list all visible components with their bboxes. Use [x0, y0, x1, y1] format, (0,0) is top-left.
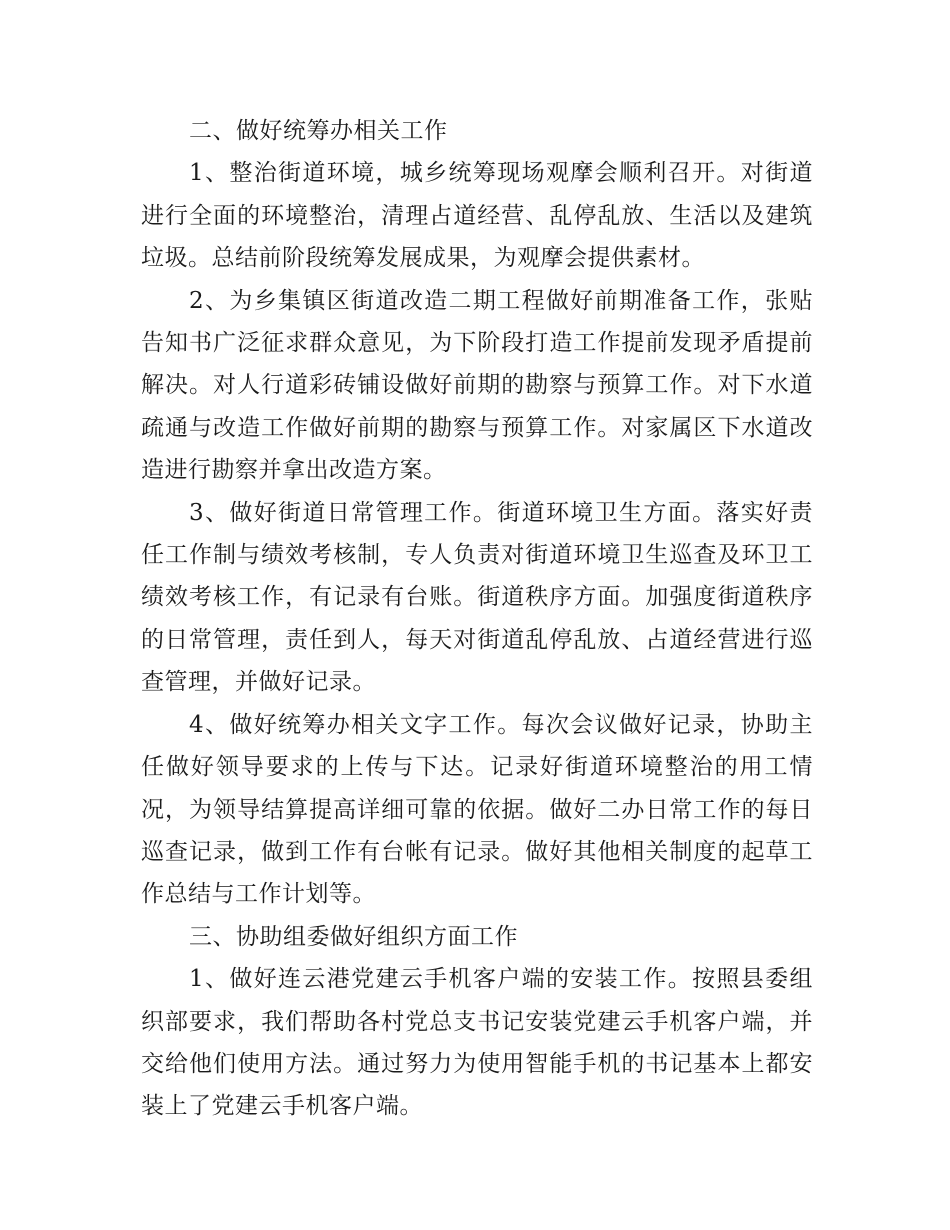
paragraph-street-renovation: 2、为乡集镇区街道改造二期工程做好前期准备工作，张贴告知书广泛征求群众意见，为下阶段打造工作提前发现矛盾提前解决。对人行道彩砖铺设做好前期的勘察与预算工作。对下水道疏通与改造工作做好前期的勘察与预算工作。对家属区下水道改造进行勘察并拿出改造方案。 [141, 287, 813, 484]
section-heading-2: 二、做好统筹办相关工作 [189, 118, 448, 144]
paragraph-street-environment: 1、整治街道环境，城乡统筹现场观摩会顺利召开。对街道进行全面的环境整治，清理占道经营、乱停乱放、生活以及建筑垃圾。总结前阶段统筹发展成果，为观摩会提供素材。 [141, 160, 813, 272]
document-body [141, 110, 813, 1128]
paragraph-writing-work: 4、做好统筹办相关文字工作。每次会议做好记录，协助主任做好领导要求的上传与下达。记录好街道环境整治的用工情况，为领导结算提高详细可靠的依据。做好二办日常工作的每日巡查记录，做到工作有台帐有记录。做好其他相关制度的起草工作总结与工作计划等。 [141, 711, 813, 908]
section-heading-3: 三、协助组委做好组织方面工作 [189, 923, 518, 950]
paragraph-party-app: 1、做好连云港党建云手机客户端的安装工作。按照县委组织部要求，我们帮助各村党总支书记安装党建云手机客户端，并交给他们使用方法。通过努力为使用智能手机的书记基本上都安装上了党建云手机客户端。 [141, 966, 813, 1120]
paragraph-daily-management: 3、做好街道日常管理工作。街道环境卫生方面。落实好责任工作制与绩效考核制，专人负责对街道环境卫生巡查及环卫工绩效考核工作，有记录有台账。街道秩序方面。加强度街道秩序的日常管理，责任到人，每天对街道乱停乱放、占道经营进行巡查管理，并做好记录。 [141, 499, 813, 696]
